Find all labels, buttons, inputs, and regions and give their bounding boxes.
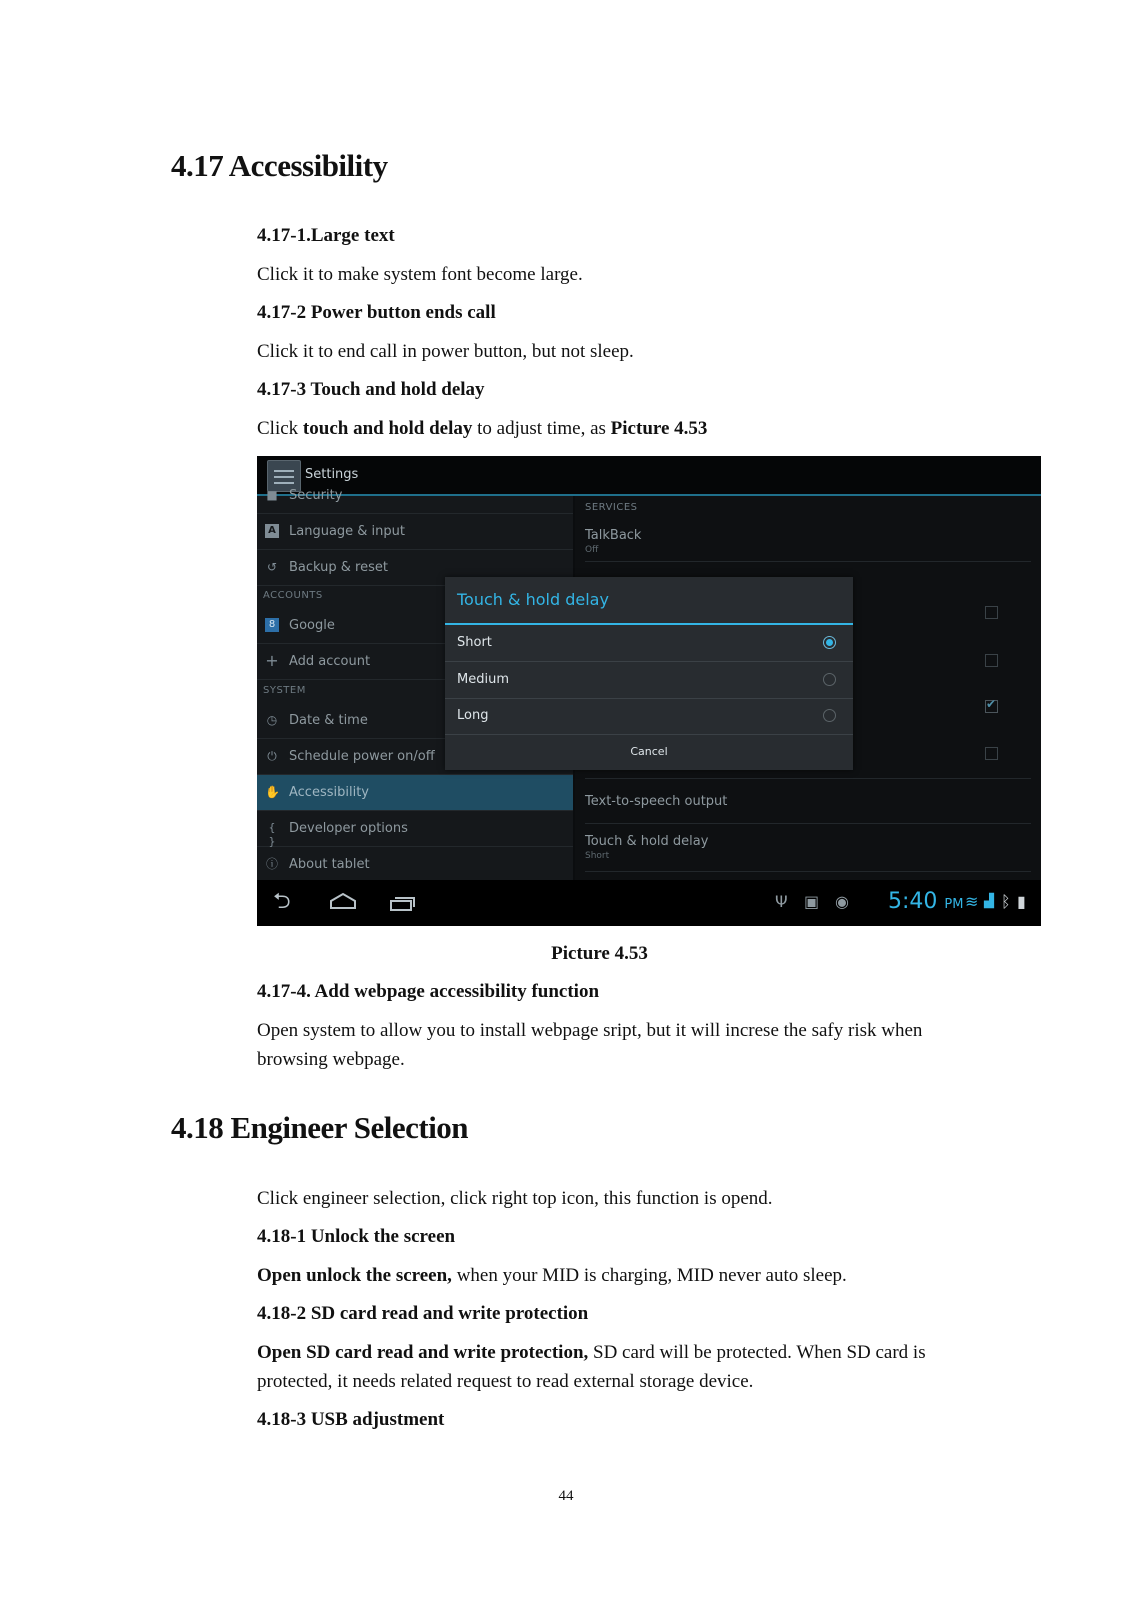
radio-selected-icon[interactable]	[823, 636, 836, 649]
clock-icon: ◷	[266, 713, 278, 727]
text-power-button: Click it to end call in power button, but not sleep.	[257, 341, 634, 362]
settings-item-label: Developer options	[289, 821, 408, 836]
settings-item-label: Backup & reset	[289, 560, 388, 575]
home-icon[interactable]	[329, 890, 357, 918]
option-label: Medium	[457, 672, 509, 687]
page-number: 44	[558, 1488, 574, 1504]
settings-item-label: Security	[289, 488, 343, 503]
text-large-text: Click it to make system font become large.	[257, 264, 583, 285]
power-clock-icon: ⏻	[267, 749, 277, 763]
option-medium[interactable]	[445, 662, 853, 699]
back-icon[interactable]: ⮌	[273, 889, 291, 914]
system-nav-bar	[257, 880, 1041, 926]
heading-webpage-accessibility: 4.17-4. Add webpage accessibility function	[257, 981, 600, 1002]
google-icon: 8	[265, 618, 279, 632]
recent-apps-icon[interactable]	[389, 892, 415, 920]
tts-output-label: Text-to-speech output	[585, 794, 728, 809]
heading-power-button: 4.17-2 Power button ends call	[257, 302, 496, 323]
option-long[interactable]	[445, 698, 853, 735]
touch-hold-value: Short	[585, 851, 610, 861]
option-short[interactable]	[445, 625, 853, 662]
accounts-header: ACCOUNTS	[263, 590, 323, 601]
option-label: Long	[457, 708, 489, 723]
settings-item-language[interactable]	[257, 514, 573, 550]
option-label: Short	[457, 635, 492, 650]
settings-item-label: Schedule power on/off	[289, 749, 435, 764]
section-title-4-17: 4.17 Accessibility	[171, 148, 388, 183]
heading-usb-adjustment: 4.18-3 USB adjustment	[257, 1409, 445, 1430]
radio-icon[interactable]	[823, 709, 836, 722]
touch-hold-label: Touch & hold delay	[585, 834, 709, 849]
text-sd-protection: Open SD card read and write protection, SD card will be protected. When SD card is protected, it needs related request to read external storage device.	[257, 1342, 926, 1392]
restore-icon: ↺	[266, 560, 278, 574]
checkbox-power-button[interactable]	[985, 654, 998, 667]
text-touch-hold: Click touch and hold delay to adjust time, as Picture 4.53	[257, 418, 708, 439]
talkback-row[interactable]	[585, 516, 1031, 562]
info-icon: ⓘ	[265, 857, 278, 871]
settings-item-accessibility[interactable]	[257, 775, 573, 811]
touch-hold-dialog	[445, 577, 853, 770]
settings-screenshot	[257, 456, 1041, 926]
radio-icon[interactable]	[823, 673, 836, 686]
lock-icon: ■	[266, 488, 278, 502]
tts-output-row[interactable]	[585, 778, 1031, 824]
settings-item-security[interactable]	[257, 478, 573, 514]
battery-icon: ▮	[1017, 892, 1026, 911]
checkbox-large-text[interactable]	[985, 606, 998, 619]
services-header: SERVICES	[585, 502, 638, 513]
heading-large-text: 4.17-1.Large text	[257, 225, 395, 246]
check-icon: ✔	[986, 697, 997, 711]
settings-item-label: Add account	[289, 654, 371, 669]
heading-unlock-screen: 4.18-1 Unlock the screen	[257, 1226, 456, 1247]
talkback-label: TalkBack	[585, 528, 642, 543]
settings-item-label: Accessibility	[289, 785, 369, 800]
figure-caption: Picture 4.53	[551, 943, 648, 964]
heading-sd-protection: 4.18-2 SD card read and write protection	[257, 1303, 589, 1324]
camera-icon: ▣	[804, 892, 820, 911]
system-header: SYSTEM	[263, 685, 306, 696]
settings-item-developer-options[interactable]	[257, 811, 573, 847]
text-engineer-intro: Click engineer selection, click right top icon, this function is opend.	[257, 1188, 773, 1209]
keyboard-a-icon: A	[265, 524, 279, 538]
checkbox-speak-passwords[interactable]	[985, 747, 998, 760]
plus-icon: +	[265, 651, 279, 670]
app-title: Settings	[305, 467, 359, 482]
checkbox-auto-rotate[interactable]	[985, 697, 998, 713]
clock-ampm: PM	[944, 897, 964, 912]
section-title-4-18: 4.18 Engineer Selection	[171, 1110, 469, 1145]
clock-time: 5:40	[888, 889, 938, 914]
android-debug-icon: ◉	[835, 892, 849, 911]
clock	[888, 889, 963, 914]
settings-item-label: Date & time	[289, 713, 368, 728]
hand-icon: ✋	[265, 785, 280, 799]
settings-item-label: Language & input	[289, 524, 405, 539]
settings-item-label: About tablet	[289, 857, 370, 872]
settings-item-about-tablet[interactable]	[257, 847, 573, 882]
dialog-title: Touch & hold delay	[457, 590, 609, 609]
braces-icon: { }	[268, 821, 276, 848]
cancel-button[interactable]: Cancel	[630, 745, 668, 758]
wifi-icon: ≋	[965, 892, 979, 911]
bluetooth-icon: ᛒ	[1001, 892, 1011, 911]
text-unlock-screen: Open unlock the screen, when your MID is charging, MID never auto sleep.	[257, 1265, 847, 1286]
talkback-status: Off	[585, 545, 599, 555]
touch-hold-row[interactable]	[585, 824, 1031, 872]
signal-icon: ▟	[984, 894, 994, 909]
text-webpage-accessibility: Open system to allow you to install webpage sript, but it will increse the safy risk when browsing webpage.	[257, 1020, 923, 1070]
heading-touch-hold: 4.17-3 Touch and hold delay	[257, 379, 485, 400]
settings-item-label: Google	[289, 618, 335, 633]
usb-icon: Ψ	[775, 892, 788, 911]
